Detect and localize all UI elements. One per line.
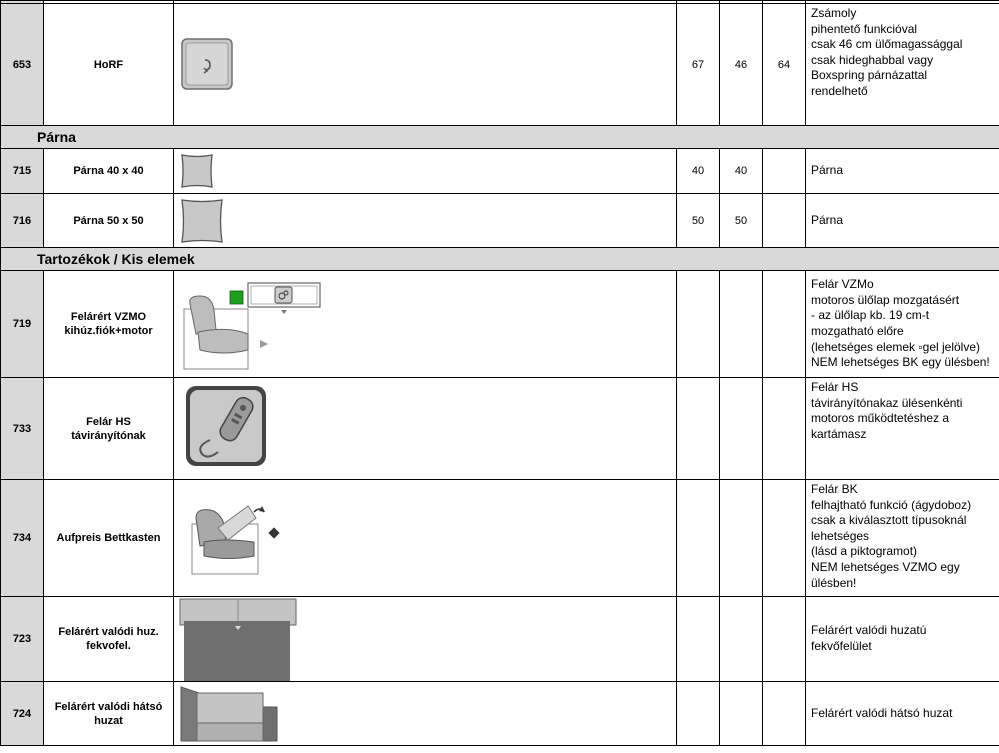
table-row (1, 4, 999, 126)
dimension-depth (763, 480, 806, 597)
dimension-width (677, 480, 720, 597)
text-line: fekvofel. (86, 640, 131, 652)
dimension-seat-height: 46 (720, 4, 763, 126)
dimension-width (677, 682, 720, 746)
text-line: csak hideghabbal vagy (811, 52, 934, 67)
text-line: (lehetséges elemek ▫gel jelölve) (811, 339, 981, 354)
text-line: mozgatható előre (811, 324, 904, 338)
dimension-width: 50 (677, 194, 720, 248)
item-number: 734 (1, 480, 44, 597)
cushion-40-pictogram (174, 149, 677, 194)
text-line: csak 46 cm ülőmagassággal (811, 37, 963, 52)
item-name (44, 4, 174, 126)
section-title-tartozekok: Tartozékok / Kis elemek (1, 248, 999, 271)
text-line: - az ülőlap kb. 19 cm-t (811, 308, 930, 323)
remote-control-pictogram (174, 378, 677, 480)
dimension-depth (763, 194, 806, 248)
text-line: távirányítónakaz ülésenkénti (811, 395, 963, 410)
real-cover-sleep-surface-pictogram (174, 597, 677, 682)
item-name (44, 682, 174, 746)
table-row (1, 480, 999, 597)
dimension-depth (763, 378, 806, 480)
text-line: Felárért VZMO (70, 311, 147, 323)
dimension-depth (763, 597, 806, 682)
text-line: NEM lehetséges VZMO egy (811, 559, 960, 574)
dimension-height (720, 378, 763, 480)
dimension-width (677, 378, 720, 480)
text-line: pihentető funkcióval (811, 21, 918, 36)
text-line: felhajtható funkció (ágydoboz) (811, 497, 972, 512)
dimension-width: 40 (677, 149, 720, 194)
cushion-50-pictogram (174, 194, 677, 248)
text-line: Felárért valódi hátsó (54, 700, 163, 713)
text-line: huzat (94, 714, 123, 727)
item-description (806, 682, 999, 746)
item-number: 733 (1, 378, 44, 480)
text-line: NEM lehetséges BK egy ülésben! (811, 355, 990, 370)
table-row (1, 378, 999, 480)
item-name (44, 378, 174, 480)
text-line: fekvőfelület (811, 639, 872, 653)
table-row (1, 597, 999, 682)
item-description (806, 480, 999, 597)
text-line: Felárért valódi huz. (58, 626, 159, 638)
real-back-cover-pictogram (174, 682, 677, 746)
footstool-pictogram (174, 4, 677, 126)
text-line: Felár BK (811, 482, 858, 496)
text-line: Párna (811, 163, 844, 178)
section-header (1, 126, 999, 149)
text-line: Párna 50 x 50 (73, 214, 144, 227)
text-line: Felárért valódi hátsó huzat (811, 705, 953, 720)
item-number: 716 (1, 194, 44, 248)
dimension-depth: 64 (763, 4, 806, 126)
item-name (44, 597, 174, 682)
item-description (806, 194, 999, 248)
text-line: ülésben! (811, 575, 857, 590)
bed-box-pictogram (174, 480, 677, 597)
table-row (1, 682, 999, 746)
text-line: Felárért valódi huzatú (811, 623, 927, 638)
dimension-depth (763, 682, 806, 746)
table-row (1, 149, 999, 194)
table-row (1, 194, 999, 248)
dimension-height (720, 480, 763, 597)
dimension-depth (763, 149, 806, 194)
text-line: Felár VZMo (811, 277, 874, 292)
item-number: 723 (1, 597, 44, 682)
text-line: HoRF (93, 58, 124, 71)
item-number: 719 (1, 271, 44, 378)
text-line: lehetséges (811, 528, 870, 543)
section-header (1, 248, 999, 271)
dimension-height: 40 (720, 149, 763, 194)
text-line: kartámasz (811, 426, 867, 441)
vzmo-motor-pictogram (174, 271, 677, 378)
item-description (806, 271, 999, 378)
item-name (44, 271, 174, 378)
dimension-width (677, 271, 720, 378)
item-description (806, 4, 999, 126)
item-number: 715 (1, 149, 44, 194)
text-line: távirányítónak (71, 429, 146, 442)
text-line: Felár HS (86, 415, 131, 428)
text-line: rendelhető (811, 83, 868, 98)
dimension-height (720, 271, 763, 378)
text-line: kihúz.fiók+motor (64, 325, 153, 337)
text-line: motoros ülőlap mozgatásért (811, 292, 960, 307)
section-title-parna: Párna (1, 126, 999, 149)
item-number: 724 (1, 682, 44, 746)
text-line: Párna 40 x 40 (73, 165, 144, 177)
text-line: csak a kiválasztott típusoknál (811, 513, 967, 528)
text-line: Aufpreis Bettkasten (56, 532, 161, 544)
dimension-depth (763, 271, 806, 378)
table-row (1, 271, 999, 378)
item-description (806, 149, 999, 194)
item-name (44, 480, 174, 597)
text-line: Felár HS (811, 380, 859, 394)
dimension-height (720, 682, 763, 746)
text-line: (lásd a piktogramot) (811, 544, 918, 559)
item-number: 653 (1, 4, 44, 126)
dimension-width (677, 597, 720, 682)
text-line: Párna (811, 212, 844, 227)
text-line: motoros működtetéshez a (811, 411, 950, 426)
item-description (806, 378, 999, 480)
item-name (44, 194, 174, 248)
dimension-width: 67 (677, 4, 720, 126)
item-name (44, 149, 174, 194)
item-description (806, 597, 999, 682)
dimension-height: 50 (720, 194, 763, 248)
dimension-height (720, 597, 763, 682)
text-line: Zsámoly (811, 6, 857, 20)
text-line: Boxspring párnázattal (811, 68, 928, 83)
